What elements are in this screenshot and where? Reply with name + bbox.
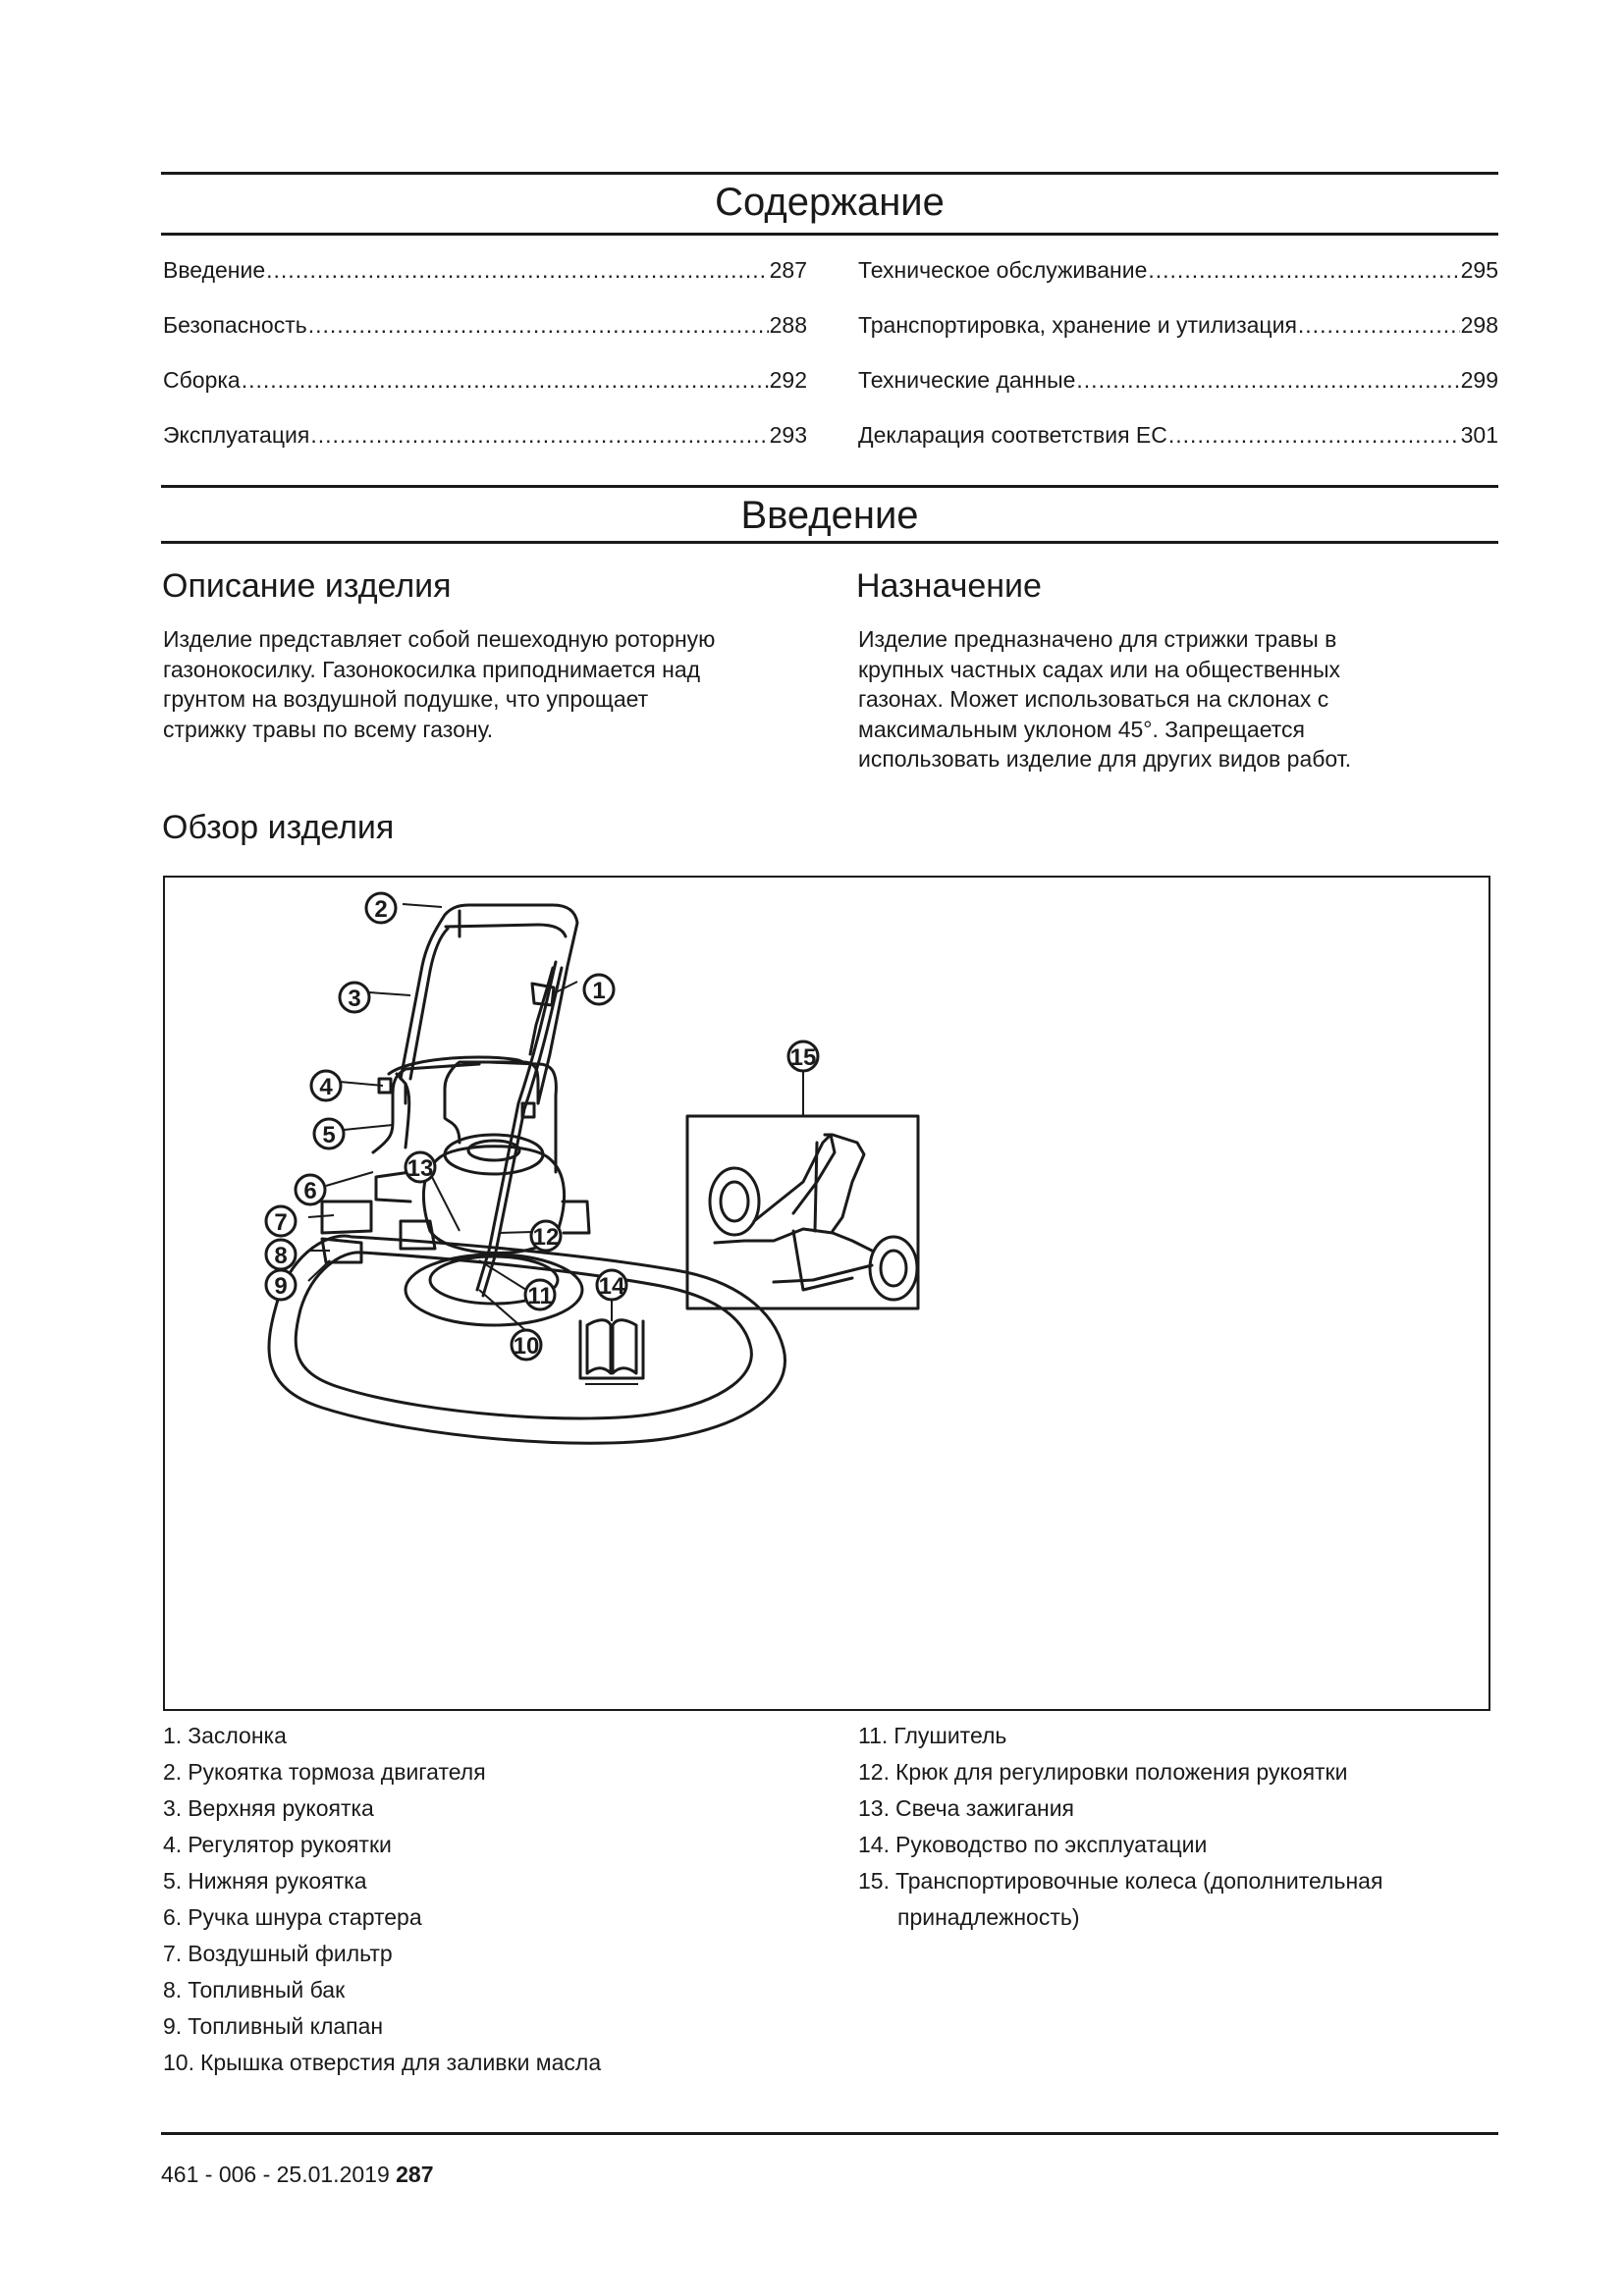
- description-text: Изделие представляет собой пешеходную роторную газонокосилку. Газонокосилка приподнимается над грунтом на воздушной подушке, что упрощает стрижку травы по всему газону.: [163, 626, 716, 742]
- callout-5: [314, 1119, 344, 1148]
- section-title: Введение: [740, 494, 919, 537]
- svg-text:11: 11: [527, 1283, 553, 1309]
- svg-text:3: 3: [348, 986, 361, 1012]
- svg-text:5: 5: [322, 1122, 336, 1148]
- mower-illustration: [165, 878, 1489, 1709]
- list-item: 11. Глушитель: [858, 1723, 1007, 1748]
- callout-8: [266, 1240, 296, 1269]
- callout-15: [788, 1041, 818, 1071]
- list-item: 12. Крюк для регулировки положения рукоятки: [858, 1759, 1348, 1785]
- callout-6: [296, 1175, 325, 1204]
- toc-entry[interactable]: Введение ..... 287: [163, 257, 807, 284]
- callout-7: [266, 1206, 296, 1236]
- callout-2: [366, 893, 396, 923]
- callout-13: [406, 1152, 435, 1182]
- callout-4: [311, 1071, 341, 1100]
- svg-text:4: 4: [319, 1074, 333, 1100]
- svg-text:15: 15: [789, 1044, 817, 1071]
- purpose-text: Изделие предназначено для стрижки травы в крупных частных садах или на общественных газонах. Может использоваться на склонах с максимальным уклоном 45°. Запрещается использовать изделие для других видов работ.: [858, 626, 1352, 772]
- svg-text:8: 8: [274, 1243, 288, 1269]
- svg-text:2: 2: [374, 896, 388, 923]
- callout-14: [597, 1270, 626, 1300]
- parts-list-right: [858, 1718, 1382, 1936]
- list-item: 4. Регулятор рукоятки: [163, 1832, 392, 1857]
- svg-text:1: 1: [592, 978, 606, 1004]
- list-item: 2. Рукоятка тормоза двигателя: [163, 1759, 486, 1785]
- page-footer: [161, 2162, 434, 2188]
- toc-entry[interactable]: Транспортировка, хранение и утилизация ..... 298: [858, 312, 1498, 339]
- list-item: 3. Верхняя рукоятка: [163, 1795, 374, 1821]
- list-item: 5. Нижняя рукоятка: [163, 1868, 367, 1894]
- description-heading: Описание изделия: [162, 567, 452, 605]
- footer-rule: [161, 2132, 1498, 2135]
- list-item: 14. Руководство по эксплуатации: [858, 1832, 1208, 1857]
- intro-rule-top: [161, 485, 1498, 488]
- toc-title-rule: [161, 233, 1498, 236]
- svg-text:9: 9: [274, 1273, 288, 1300]
- toc-entry[interactable]: Эксплуатация ..... 293: [163, 422, 807, 449]
- doc-reference: 461 - 006 - 25.01.2019: [161, 2162, 390, 2187]
- list-item-continuation: принадлежность): [897, 1904, 1080, 1930]
- callout-12: [531, 1221, 561, 1251]
- toc-title: Содержание: [715, 181, 945, 224]
- page-number: 287: [396, 2162, 434, 2187]
- top-rule: [161, 172, 1498, 175]
- list-item: 8. Топливный бак: [163, 1977, 346, 2002]
- list-item: 1. Заслонка: [163, 1723, 287, 1748]
- product-overview-figure: [163, 876, 1490, 1711]
- intro-rule-bottom: [161, 541, 1498, 544]
- toc-entry[interactable]: Безопасность ..... 288: [163, 312, 807, 339]
- list-item: 6. Ручка шнура стартера: [163, 1904, 422, 1930]
- svg-text:10: 10: [513, 1333, 540, 1360]
- toc-entry[interactable]: Технические данные ..... 299: [858, 367, 1498, 394]
- callout-9: [266, 1270, 296, 1300]
- parts-list-left: [163, 1718, 601, 2081]
- list-item: 7. Воздушный фильтр: [163, 1941, 393, 1966]
- list-item: 9. Топливный клапан: [163, 2013, 384, 2039]
- svg-text:7: 7: [274, 1209, 288, 1236]
- svg-text:12: 12: [532, 1224, 560, 1251]
- svg-text:6: 6: [303, 1178, 317, 1204]
- list-item: 10. Крышка отверстия для заливки масла: [163, 2050, 602, 2075]
- toc-entry[interactable]: Сборка ..... 292: [163, 367, 807, 394]
- toc-entry[interactable]: Декларация соответствия ЕС ..... 301: [858, 422, 1498, 449]
- callout-11: [525, 1280, 555, 1309]
- purpose-heading: Назначение: [856, 567, 1042, 605]
- toc-entry[interactable]: Техническое обслуживание ..... 295: [858, 257, 1498, 284]
- overview-heading: Обзор изделия: [162, 809, 395, 846]
- callout-3: [340, 983, 369, 1012]
- callout-1: [584, 975, 614, 1004]
- svg-text:14: 14: [598, 1273, 625, 1300]
- callout-10: [512, 1330, 541, 1360]
- list-item: 15. Транспортировочные колеса (дополнительная: [858, 1868, 1383, 1894]
- svg-text:13: 13: [406, 1155, 434, 1182]
- list-item: 13. Свеча зажигания: [858, 1795, 1074, 1821]
